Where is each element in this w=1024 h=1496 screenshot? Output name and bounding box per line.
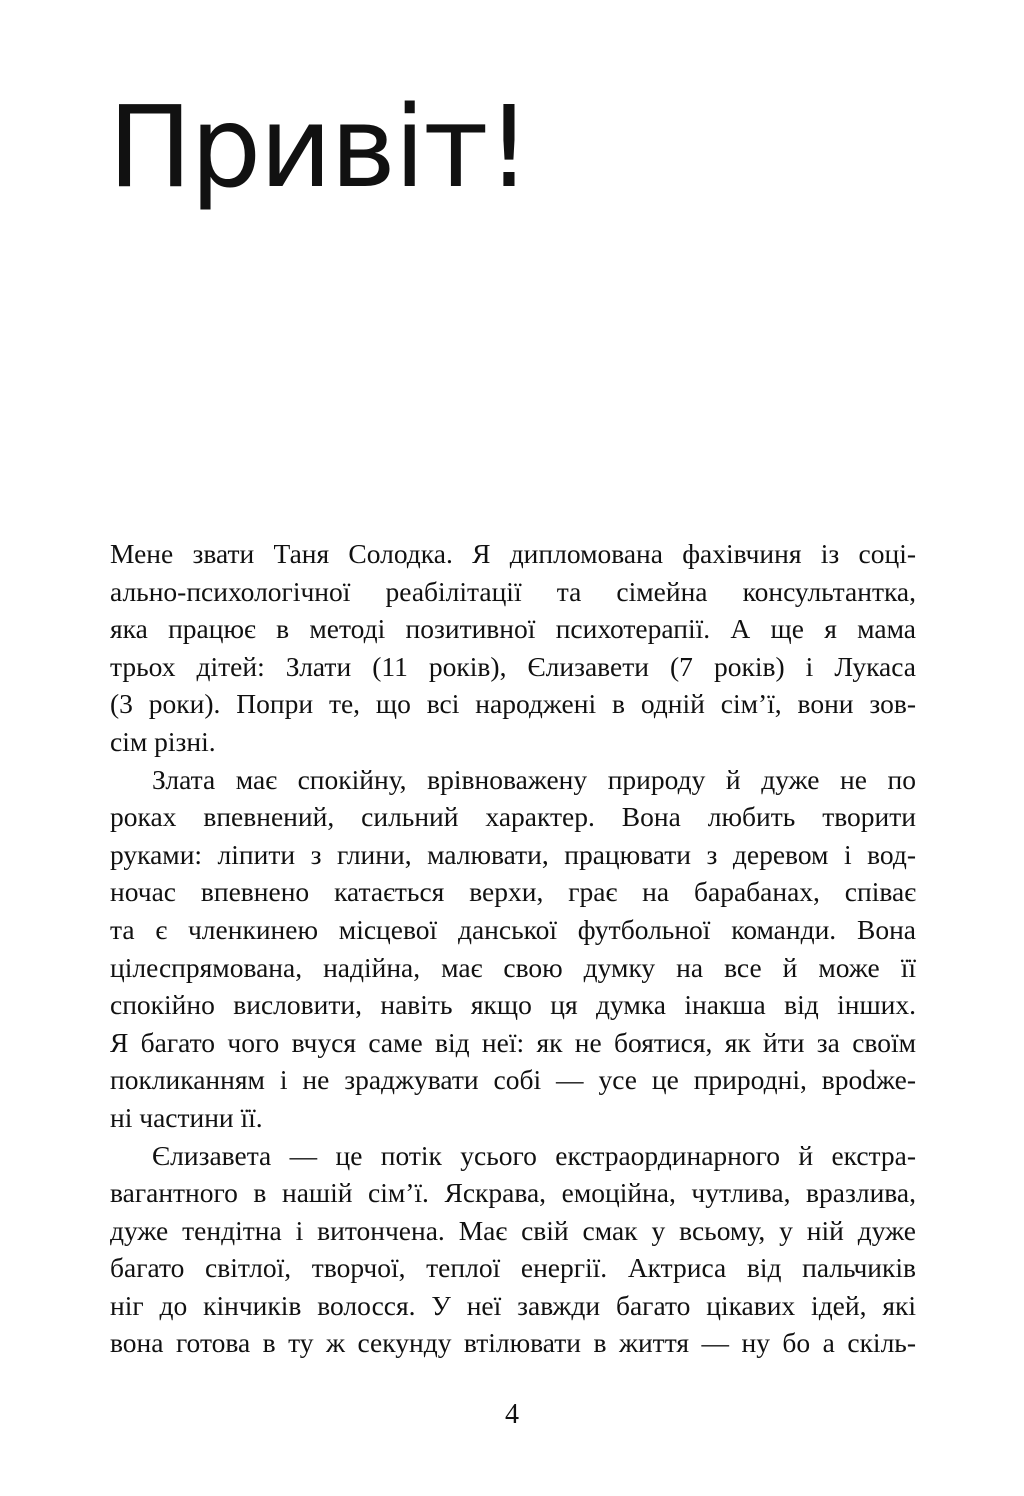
text-line: Мене звати Таня Солодка. Я дипломована фахівчиня із соці- bbox=[110, 538, 916, 569]
text-line: вагантного в нашій сім’ї. Яскрава, емоційна, чутлива, вразлива, bbox=[110, 1177, 916, 1209]
text-line: сім різні. bbox=[110, 725, 216, 757]
page-number: 4 bbox=[505, 1399, 519, 1430]
text-line: покликанням і не зраджувати собі — усе це природні, врodже- bbox=[110, 1064, 916, 1096]
text-line: ночас впевнено катається верхи, грає на барабанах, співає bbox=[110, 876, 916, 908]
page-title: Привіт! bbox=[108, 83, 530, 213]
body-text bbox=[110, 535, 916, 1362]
text-line: (3 роки). Попри те, що всі народжені в одній сім’ї, вони зов- bbox=[110, 688, 916, 720]
text-line: ніг до кінчиків волосся. У неї завжди багато цікавих ідей, які bbox=[110, 1289, 916, 1321]
text-line: цілеспрямована, надійна, має свою думку на все й може її bbox=[110, 951, 916, 983]
text-line: руками: ліпити з глини, малювати, працювати з деревом і вод- bbox=[110, 838, 916, 870]
text-line: вона готова в ту ж секунду втілювати в життя — ну бо а скіль- bbox=[110, 1327, 916, 1359]
text-line: Я багато чого вчуся саме від неї: як не боятися, як йти за своїм bbox=[110, 1026, 916, 1058]
text-line: роках впевнений, сильний характер. Вона любить творити bbox=[110, 801, 916, 833]
text-line: ально-психологічної реабілітації та сімейна консультантка, bbox=[110, 575, 916, 607]
text-line: Єлизавета — це потік усього екстраординарного й екстра- bbox=[152, 1139, 916, 1171]
text-line: Злата має спокійну, врівноважену природу й дуже не по bbox=[152, 763, 916, 795]
text-line: ні частини її. bbox=[110, 1101, 263, 1133]
text-line: яка працює в методі позитивної психотерапії. А ще я мама bbox=[110, 613, 916, 645]
text-line: багато світлої, творчої, теплої енергії. Актриса від пальчиків bbox=[110, 1252, 916, 1284]
text-line: трьох дітей: Злати (11 років), Єлизавети (7 років) і Лукаса bbox=[110, 650, 916, 682]
text-line: дуже тендітна і витончена. Має свій смак у всьому, у ній дуже bbox=[110, 1214, 916, 1246]
text-line: спокійно висловити, навіть якщо ця думка інакша від інших. bbox=[110, 989, 916, 1021]
text-line: та є членкинею місцевої данської футбольної команди. Вона bbox=[110, 913, 916, 945]
